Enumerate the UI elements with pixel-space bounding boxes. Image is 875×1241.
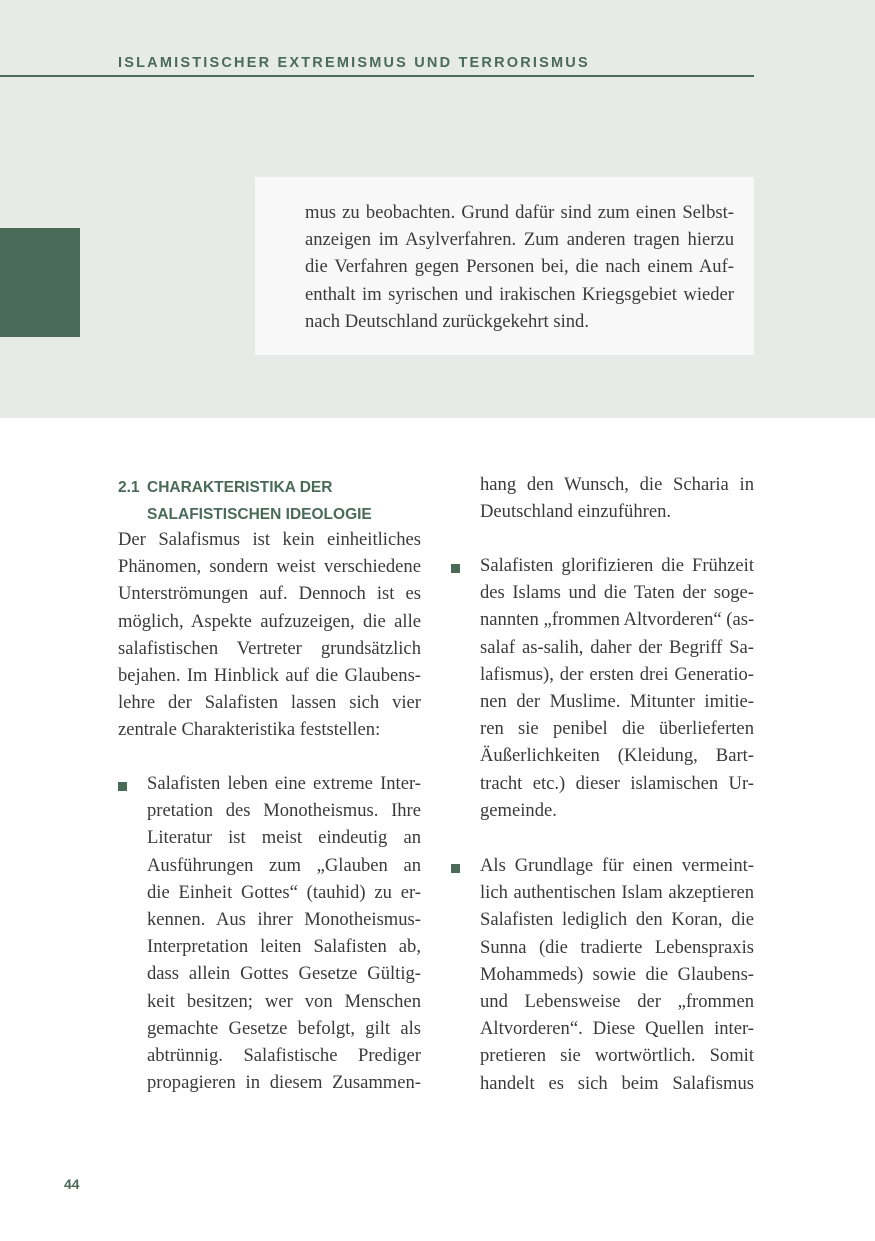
bullet-line: propagieren in diesem Zusammen- <box>147 1072 421 1094</box>
bullet-line: abtrünnig. Salafistische Prediger <box>147 1045 421 1067</box>
bullet-line: Als Grundlage für einen vermeint- <box>480 855 754 876</box>
bullet-line: hang den Wunsch, die Scharia in <box>480 474 754 495</box>
bullet-line: Interpretation leiten Salafisten ab, <box>147 936 421 958</box>
callout-line: anzeigen im Asylverfahren. Zum anderen tragen hierzu <box>305 229 734 251</box>
bullet-square-icon <box>451 864 460 873</box>
section-title-line: SALAFISTISCHEN IDEOLOGIE <box>147 506 372 523</box>
bullet-line: keit besitzen; wer von Menschen <box>147 990 421 1012</box>
bullet-line: lafismus), der ersten drei Generatio- <box>480 663 754 685</box>
bullet-line: Sunna (die tradierte Lebenspraxis <box>480 936 754 958</box>
bullet-line: Salafisten glorifizieren die Frühzeit <box>480 555 754 576</box>
bullet-line: salaf as-salih, daher der Begriff Sa- <box>480 636 754 658</box>
bullet-line: und Lebensweise der „frommen <box>480 991 754 1013</box>
bullet-line: handelt es sich beim Salafismus <box>480 1072 754 1094</box>
callout-line: nach Deutschland zurückgekehrt sind. <box>305 310 589 332</box>
bullet-line: lich authentischen Islam akzeptieren <box>480 882 754 904</box>
bullet-line: Salafisten leben eine extreme Inter- <box>147 773 421 794</box>
bullet-square-icon <box>451 564 460 573</box>
bullet-line: kennen. Aus ihrer Monotheismus- <box>147 909 421 931</box>
callout-line: enthalt im syrischen und irakischen Kriegsgebiet wieder <box>305 283 734 305</box>
bullet-line: gemachte Gesetze befolgt, gilt als <box>147 1017 421 1039</box>
intro-line: lehre der Salafisten lassen sich vier <box>118 692 421 714</box>
bullet-line: Literatur ist meist eindeutig an <box>147 827 421 849</box>
section-title-line: CHARAKTERISTIKA DER <box>147 479 333 496</box>
bullet-line: pretieren sie wortwörtlich. Somit <box>480 1045 754 1067</box>
bullet-item-3 <box>480 852 754 1097</box>
bullet-line: pretation des Monotheismus. Ihre <box>147 800 421 822</box>
intro-line: Der Salafismus ist kein einheitliches <box>118 529 421 550</box>
bullet-item-2 <box>480 552 754 824</box>
bullet-line: Altvorderen“. Diese Quellen inter- <box>480 1018 754 1040</box>
bullet-line: Ausführungen zum „Glauben an <box>147 854 421 876</box>
intro-line: Unterströmungen auf. Dennoch ist es <box>118 583 421 605</box>
page-number: 44 <box>64 1176 80 1192</box>
intro-line: zentrale Charakteristika feststellen: <box>118 719 381 741</box>
bullet-line: tracht etc.) dieser islamischen Ur- <box>480 772 754 794</box>
callout-line: mus zu beobachten. Grund dafür sind zum einen Selbst- <box>305 202 734 223</box>
bullet-line: die Einheit Gottes“ (tauhid) zu er- <box>147 881 421 903</box>
running-head: ISLAMISTISCHER EXTREMISMUS UND TERRORISMUS <box>118 55 590 71</box>
section-number: 2.1 <box>118 479 140 496</box>
header-rule <box>0 75 754 77</box>
intro-line: salafistischen Vertreter grundsätzlich <box>118 637 421 659</box>
bullet-line: Deutschland einzuführen. <box>480 501 672 523</box>
bullet-line: Salafisten lediglich den Koran, die <box>480 909 754 931</box>
intro-paragraph <box>118 526 421 744</box>
bullet-line: dass allein Gottes Gesetze Gültig- <box>147 963 421 985</box>
bullet-line: gemeinde. <box>480 799 557 821</box>
intro-line: bejahen. Im Hinblick auf die Glaubens- <box>118 665 421 687</box>
bullet-line: Äußerlichkeiten (Kleidung, Bart- <box>480 745 754 767</box>
bullet-line: nannten „frommen Altvorderen“ (as- <box>480 609 755 631</box>
callout-line: die Verfahren gegen Personen bei, die nach einem Auf- <box>305 256 734 278</box>
bullet-square-icon <box>118 782 127 791</box>
bullet-line: Mohammeds) sowie die Glaubens- <box>480 963 754 985</box>
bullet-line: ren sie penibel die überlieferten <box>480 718 754 740</box>
chapter-side-tab <box>0 228 80 337</box>
intro-line: Phänomen, sondern weist verschiedene <box>118 556 421 578</box>
bullet-item-1-continuation <box>480 471 754 525</box>
callout-text <box>305 199 734 335</box>
intro-line: möglich, Aspekte aufzuzeigen, die alle <box>118 610 421 632</box>
bullet-line: des Islams und die Taten der soge- <box>480 582 754 604</box>
bullet-line: nen der Muslime. Mitunter imitie- <box>480 691 754 713</box>
bullet-item-1 <box>147 770 421 1096</box>
